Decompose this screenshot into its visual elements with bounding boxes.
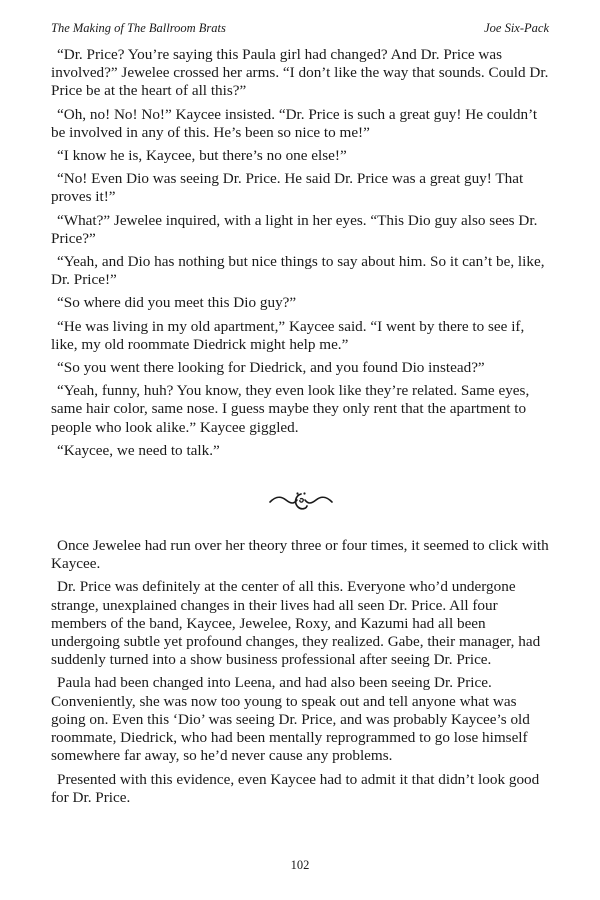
- paragraph: “What?” Jewelee inquired, with a light in her eyes. “This Dio guy also sees Dr. Price?”: [51, 211, 538, 247]
- paragraph: “So where did you meet this Dio guy?”: [57, 294, 297, 312]
- paragraph: Presented with this evidence, even Kaycee had to admit it that didn’t look good for Dr. Price.: [51, 770, 540, 806]
- paragraph: “Yeah, and Dio has nothing but nice things to say about him. So it can’t be, like, Dr. Price!”: [51, 253, 545, 289]
- paragraph: “Kaycee, we need to talk.”: [57, 441, 220, 459]
- paragraph: “Oh, no! No! No!” Kaycee insisted. “Dr. Price is such a great guy! He couldn’t be involved in any of this. He’s been so nice to me!”: [51, 105, 538, 141]
- paragraph: Once Jewelee had run over her theory three or four times, it seemed to click with Kaycee.: [51, 537, 549, 573]
- paragraph: “Yeah, funny, huh? You know, they even look like they’re related. Same eyes, same hair color, same nose. I guess maybe they only rent that the apartment to people who look alike.” Kaycee giggled.: [51, 382, 530, 436]
- running-head: [51, 21, 549, 36]
- paragraph: “Dr. Price? You’re saying this Paula girl had changed? And Dr. Price was involved?” Jewelee crossed her arms. “I don’t like the way that sounds. Could Dr. Price be at the heart of all this?”: [51, 46, 549, 100]
- paragraph: Dr. Price was definitely at the center of all this. Everyone who’d undergone strange, unexplained changes in their lives had all seen Dr. Price. All four members of the band, Kaycee, Jewelee, Roxy, and Kazumi had all been undergoing subtle yet profound changes, they realized. Gabe, their manager, had suddenly turned into a show business professional after seeing Dr. Price.: [51, 578, 541, 669]
- book-title: The Making of The Ballroom Brats: [51, 21, 226, 35]
- paragraph: “So you went there looking for Diedrick, and you found Dio instead?”: [57, 359, 485, 377]
- paragraph: “No! Even Dio was seeing Dr. Price. He said Dr. Price was a great guy! That proves it!”: [51, 170, 524, 206]
- paragraph: “He was living in my old apartment,” Kaycee said. “I went by there to see if, like, my old roommate Diedrick might help me.”: [51, 317, 525, 353]
- section-break: [51, 465, 551, 537]
- body-text: [51, 46, 551, 812]
- author-name: Joe Six-Pack: [484, 21, 549, 35]
- page-number: 102: [290, 858, 310, 872]
- paragraph: “I know he is, Kaycee, but there’s no one else!”: [57, 147, 347, 165]
- fleuron-icon: [267, 490, 335, 512]
- paragraph: Paula had been changed into Leena, and had also been seeing Dr. Price. Conveniently, she was now too young to speak out and tell anyone what was going on. Even this ‘Dio’ was seeing Dr. Price, and was probably Kaycee’s old roommate, Diedrick, who had been mentally reprogrammed to go lose himself somewhere far away, so he’d never cause any problems.: [51, 674, 530, 765]
